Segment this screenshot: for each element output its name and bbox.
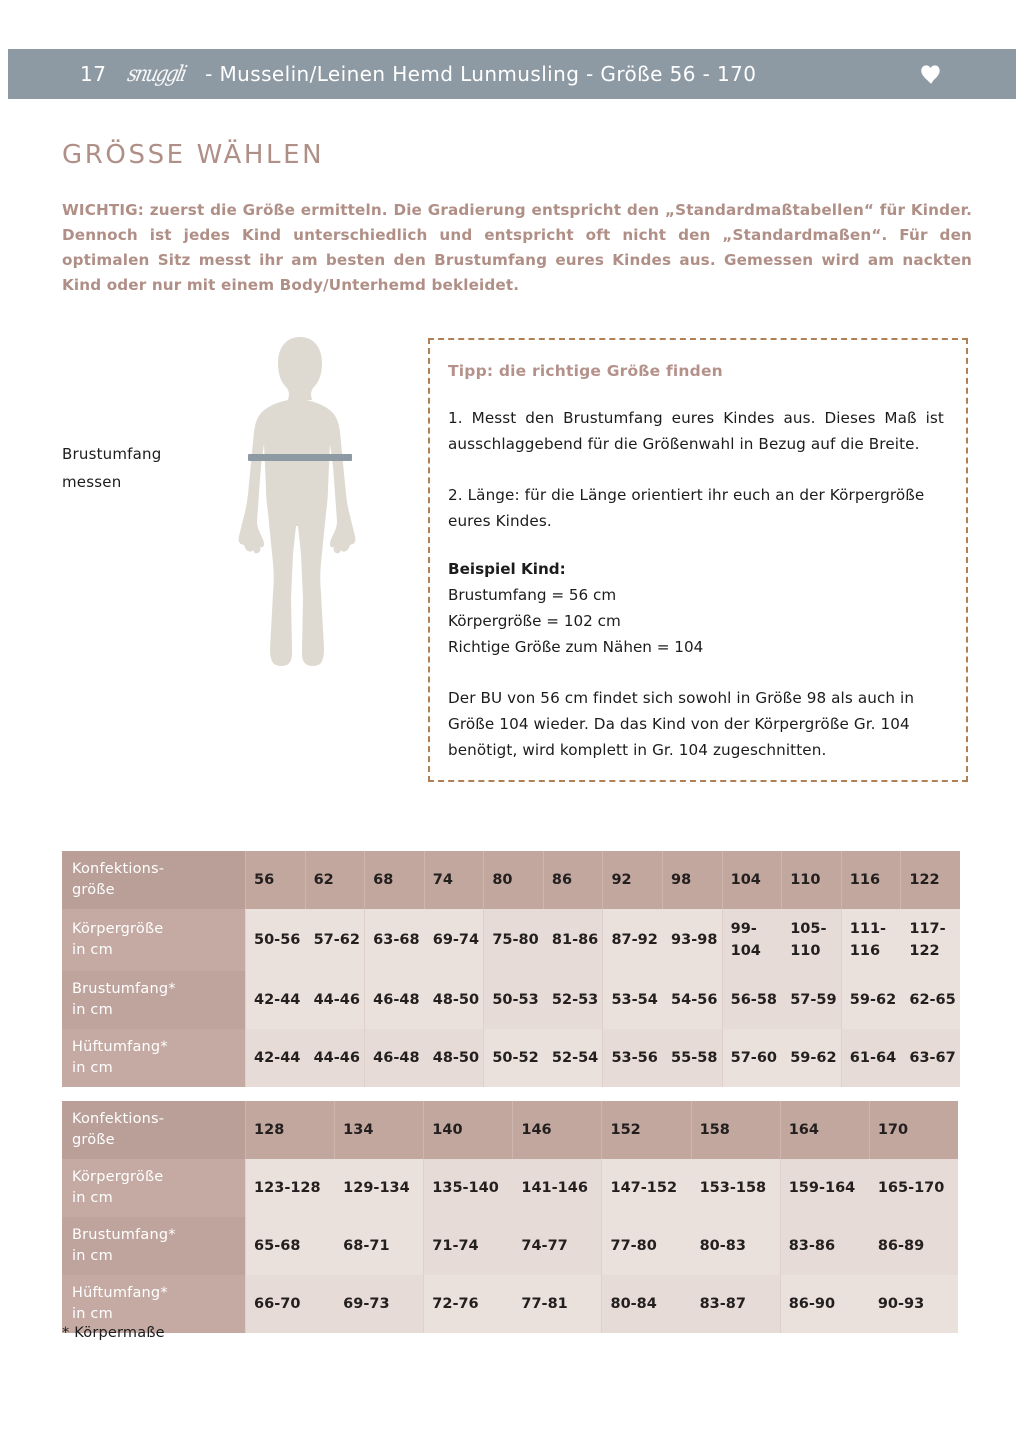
table-row — [62, 1275, 958, 1333]
data-cell: 165-170 — [869, 1159, 958, 1217]
tape-measure-band — [248, 454, 352, 461]
header-cell: 116 — [841, 851, 901, 909]
header-cell: 80 — [483, 851, 543, 909]
table-row — [62, 1029, 960, 1087]
data-cell: 44-46 — [305, 971, 365, 1029]
figure-caption — [62, 440, 161, 496]
header-cell: 86 — [543, 851, 603, 909]
data-cell: 42-44 — [245, 1029, 305, 1087]
data-cell: 129-134 — [334, 1159, 423, 1217]
row-label-line-1: Brustumfang* — [72, 981, 176, 997]
header-cell: 152 — [601, 1101, 690, 1159]
data-cell: 48-50 — [424, 1029, 484, 1087]
data-cell: 52-54 — [543, 1029, 603, 1087]
data-cell: 141-146 — [512, 1159, 601, 1217]
header-cell: 122 — [900, 851, 960, 909]
row-label-line-1: Konfektions- — [72, 861, 165, 877]
data-cell: 71-74 — [423, 1217, 512, 1275]
page-number: 17 — [80, 62, 107, 86]
important-notice-text: WICHTIG: zuerst die Größe ermitteln. Die Gradierung entspricht den „Standardmaßtabellen“ für Kinder. Dennoch ist jedes Kind unterschiedlich und entspricht oft nicht den „Standardmaßen“. Für den optimalen Sitz messt ihr am besten den Brustumfang eures Kindes aus. Gemessen wird am nackten Kind oder nur mit einem Body/Unterhemd bekleidet. — [62, 201, 972, 294]
header-cell: 164 — [780, 1101, 869, 1159]
data-cell: 63-67 — [900, 1029, 960, 1087]
data-cell: 56-58 — [722, 971, 782, 1029]
data-cell: 111-116 — [841, 909, 901, 971]
data-cell: 83-87 — [691, 1275, 780, 1333]
data-cell: 44-46 — [305, 1029, 365, 1087]
tip-point-1: 1. Messt den Brustumfang eures Kindes aus. Dieses Maß ist ausschlaggebend für die Größenwahl in Bezug auf die Breite. — [448, 409, 944, 453]
header-title: - Musselin/Leinen Hemd Lunmusling - Größe 56 - 170 — [205, 62, 757, 86]
header-cell: 170 — [869, 1101, 958, 1159]
data-cell: 66-70 — [245, 1275, 334, 1333]
tip-example-line-1: Brustumfang = 56 cm — [448, 586, 617, 604]
data-cell: 53-54 — [602, 971, 662, 1029]
row-label-koerpergroesse — [62, 909, 245, 971]
tip-box — [428, 338, 968, 782]
page-header-bar — [8, 49, 1016, 99]
header-cell: 128 — [245, 1101, 334, 1159]
header-cell: 74 — [424, 851, 484, 909]
data-cell: 147-152 — [601, 1159, 690, 1217]
header-cell: 98 — [662, 851, 722, 909]
header-cell: 110 — [781, 851, 841, 909]
table-row — [62, 909, 960, 971]
data-cell: 50-52 — [483, 1029, 543, 1087]
data-cell: 48-50 — [424, 971, 484, 1029]
data-cell: 65-68 — [245, 1217, 334, 1275]
data-cell: 153-158 — [691, 1159, 780, 1217]
row-label-line-2: in cm — [72, 1060, 113, 1076]
tip-example-line-3: Richtige Größe zum Nähen = 104 — [448, 638, 704, 656]
header-cell: 104 — [722, 851, 782, 909]
data-cell: 59-62 — [841, 971, 901, 1029]
tip-example-title: Beispiel Kind: — [448, 560, 566, 578]
row-label-konfektionsgroesse — [62, 851, 245, 909]
data-cell: 87-92 — [602, 909, 662, 971]
data-cell: 63-68 — [364, 909, 424, 971]
data-cell: 50-56 — [245, 909, 305, 971]
row-label-line-1: Hüftumfang* — [72, 1285, 168, 1301]
header-cell: 134 — [334, 1101, 423, 1159]
child-body-silhouette — [200, 333, 400, 733]
row-label-line-1: Körpergröße — [72, 921, 164, 937]
data-cell: 57-60 — [722, 1029, 782, 1087]
tip-example-line-2: Körpergröße = 102 cm — [448, 612, 621, 630]
data-cell: 69-74 — [424, 909, 484, 971]
data-cell: 80-83 — [691, 1217, 780, 1275]
row-label-line-1: Körpergröße — [72, 1169, 164, 1185]
data-cell: 159-164 — [780, 1159, 869, 1217]
data-cell: 80-84 — [601, 1275, 690, 1333]
row-label-line-2: in cm — [72, 1002, 113, 1018]
row-label-line-2: in cm — [72, 1306, 113, 1322]
data-cell: 53-56 — [602, 1029, 662, 1087]
header-cell: 158 — [691, 1101, 780, 1159]
data-cell: 117-122 — [900, 909, 960, 971]
data-cell: 75-80 — [483, 909, 543, 971]
row-label-line-2: in cm — [72, 1190, 113, 1206]
row-label-line-2: in cm — [72, 942, 113, 958]
data-cell: 57-59 — [781, 971, 841, 1029]
table-row — [62, 1101, 958, 1159]
heart-icon — [918, 61, 944, 87]
data-cell: 90-93 — [869, 1275, 958, 1333]
figure-caption-line-1: Brustumfang — [62, 445, 162, 463]
brand-logo: snuggli — [125, 61, 188, 87]
table-row — [62, 1159, 958, 1217]
row-label-line-1: Konfektions- — [72, 1111, 165, 1127]
row-label-line-1: Brustumfang* — [72, 1227, 176, 1243]
data-cell: 81-86 — [543, 909, 603, 971]
header-cell: 140 — [423, 1101, 512, 1159]
tip-point-2: 2. Länge: für die Länge orientiert ihr euch an der Körpergröße eures Kindes. — [448, 486, 925, 530]
table-row — [62, 1217, 958, 1275]
row-label-brustumfang — [62, 971, 245, 1029]
tip-closing-text: Der BU von 56 cm findet sich sowohl in Größe 98 als auch in Größe 104 wieder. Da das Kind von der Körpergröße Gr. 104 benötigt, wird komplett in Gr. 104 zugeschnitten. — [448, 689, 915, 759]
page-title: GRÖSSE WÄHLEN — [62, 140, 325, 170]
tip-box-heading: Tipp: die richtige Größe finden — [448, 362, 723, 380]
row-label-line-2: größe — [72, 1132, 115, 1148]
table-row — [62, 971, 960, 1029]
tip-example-block — [448, 556, 944, 660]
data-cell: 50-53 — [483, 971, 543, 1029]
data-cell: 86-90 — [780, 1275, 869, 1333]
data-cell: 68-71 — [334, 1217, 423, 1275]
data-cell: 62-65 — [900, 971, 960, 1029]
figure-caption-line-2: messen — [62, 473, 122, 491]
data-cell: 86-89 — [869, 1217, 958, 1275]
data-cell: 72-76 — [423, 1275, 512, 1333]
header-cell: 62 — [305, 851, 365, 909]
data-cell: 46-48 — [364, 971, 424, 1029]
row-label-konfektionsgroesse — [62, 1101, 245, 1159]
data-cell: 93-98 — [662, 909, 722, 971]
header-cell: 146 — [512, 1101, 601, 1159]
size-table-large — [62, 1101, 958, 1333]
header-cell: 92 — [602, 851, 662, 909]
data-cell: 57-62 — [305, 909, 365, 971]
data-cell: 123-128 — [245, 1159, 334, 1217]
data-cell: 77-81 — [512, 1275, 601, 1333]
data-cell: 42-44 — [245, 971, 305, 1029]
data-cell: 55-58 — [662, 1029, 722, 1087]
data-cell: 69-73 — [334, 1275, 423, 1333]
header-cell: 68 — [364, 851, 424, 909]
header-cell: 56 — [245, 851, 305, 909]
data-cell: 46-48 — [364, 1029, 424, 1087]
data-cell: 61-64 — [841, 1029, 901, 1087]
row-label-line-2: größe — [72, 882, 115, 898]
row-label-koerpergroesse — [62, 1159, 245, 1217]
row-label-brustumfang — [62, 1217, 245, 1275]
row-label-line-1: Hüftumfang* — [72, 1039, 168, 1055]
row-label-hueftumfang — [62, 1029, 245, 1087]
data-cell: 59-62 — [781, 1029, 841, 1087]
data-cell: 105-110 — [781, 909, 841, 971]
data-cell: 74-77 — [512, 1217, 601, 1275]
data-cell: 99-104 — [722, 909, 782, 971]
table-row — [62, 851, 960, 909]
row-label-line-2: in cm — [72, 1248, 113, 1264]
size-table-small — [62, 851, 960, 1087]
data-cell: 135-140 — [423, 1159, 512, 1217]
data-cell: 52-53 — [543, 971, 603, 1029]
footnote-koerpermasse: * Körpermaße — [62, 1325, 165, 1341]
data-cell: 83-86 — [780, 1217, 869, 1275]
data-cell: 54-56 — [662, 971, 722, 1029]
data-cell: 77-80 — [601, 1217, 690, 1275]
